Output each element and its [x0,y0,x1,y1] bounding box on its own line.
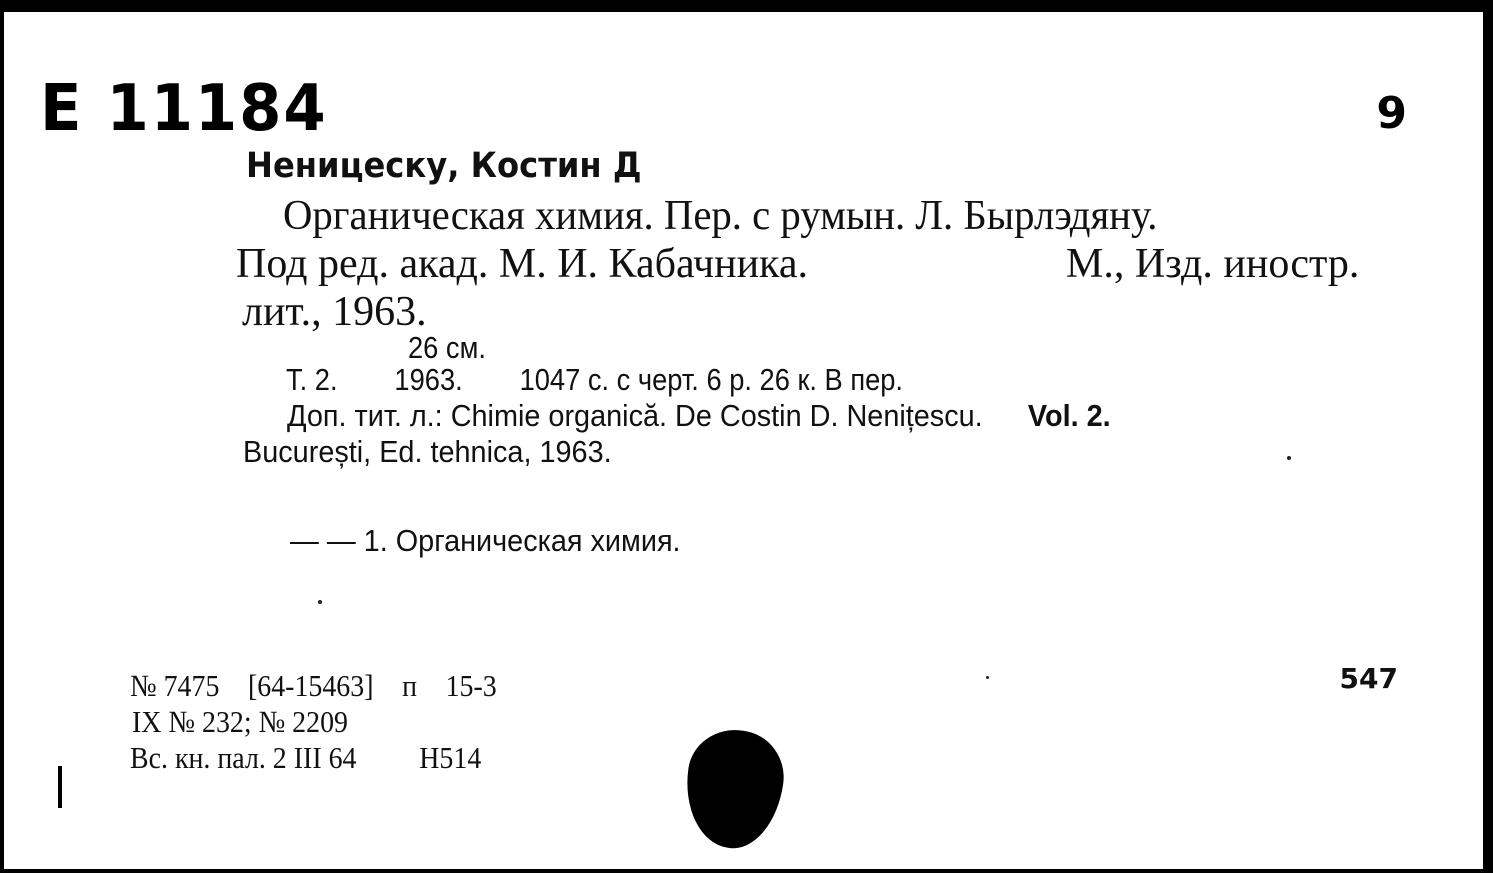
title-line-2 [236,240,1360,288]
ink-speck [986,676,989,679]
margin-mark [58,766,62,808]
author-heading: Неницеску, Костин Д [246,146,642,186]
registration-line-3 [130,740,481,776]
registration-code: 15-3 [445,668,497,703]
volume-line [286,362,952,398]
registration-number: № 7475 [130,668,220,703]
book-chamber-record: Вс. кн. пал. 2 III 64 [130,740,357,775]
title-line-1: Органическая химия. Пер. с румын. Л. Бырлэдяну. [283,193,1158,239]
card-border-top [0,0,1493,12]
additional-title-line [287,398,1111,434]
card-number: 9 [1376,88,1407,139]
additional-title-volume: Vol. 2. [1027,398,1111,433]
publisher-statement: М., Изд. иностр. [1066,241,1360,287]
ink-speck [318,600,322,604]
title-line-3: лит., 1963. [242,289,427,335]
original-publisher: București, Ed. tehnica, 1963. [243,434,612,469]
print-code: Н514 [419,740,482,775]
volume-label: Т. 2. [286,362,338,397]
size-statement: 26 см. [408,330,486,365]
subject-heading: — — 1. Органическая химия. [290,523,681,558]
stamp-number: 547 [1339,662,1398,695]
card-border-left [0,0,4,873]
registration-letter: п [402,668,418,703]
card-border-bottom [0,869,1493,873]
punch-hole [678,724,789,854]
card-border-right [1483,0,1493,873]
additional-title: Доп. тит. л.: Chimie organică. De Costin D. Nenițescu. [287,398,983,433]
registration-line-2: IX № 232; № 2209 [132,704,348,739]
registration-bracket: [64-15463] [247,668,374,703]
ink-speck [1287,456,1291,460]
call-number: E 11184 [40,72,328,146]
volume-details: 1047 с. с черт. 6 р. 26 к. В пер. [519,362,904,397]
editor-statement: Под ред. акад. М. И. Кабачника. [236,241,808,287]
volume-year: 1963. [394,362,463,397]
registration-line-1 [130,668,518,704]
